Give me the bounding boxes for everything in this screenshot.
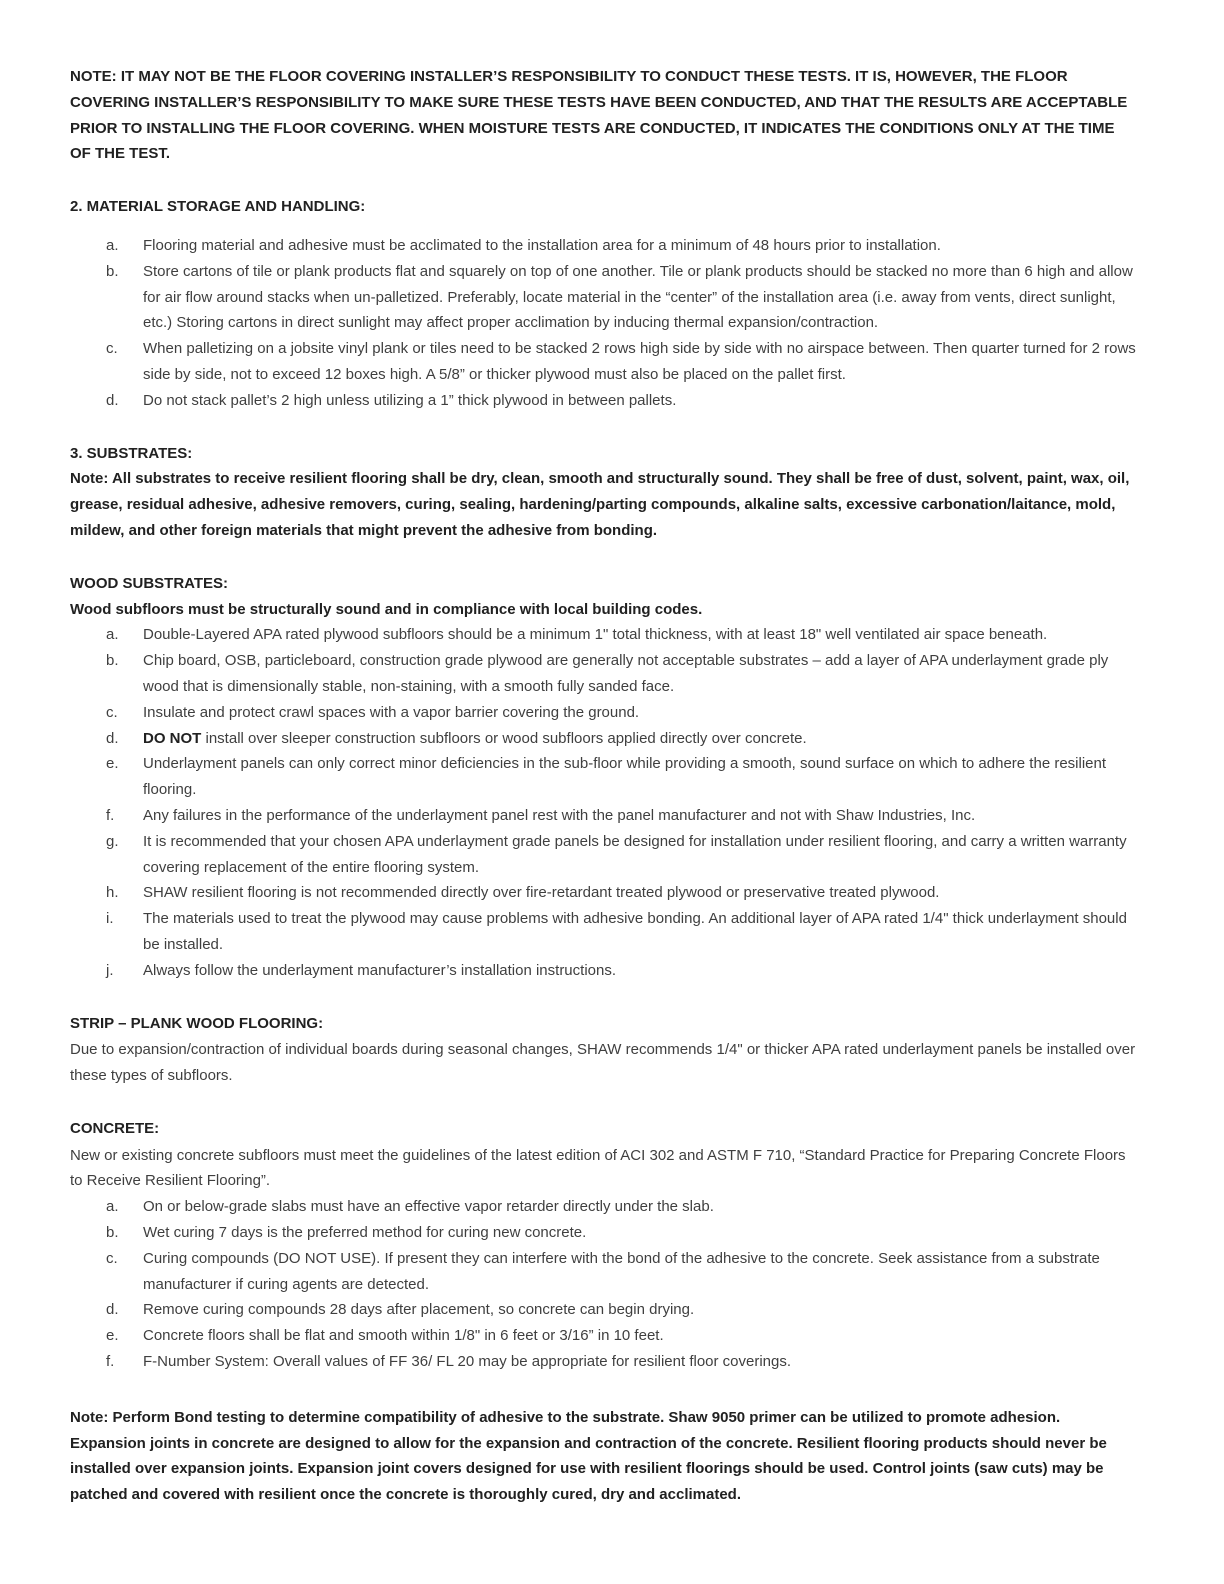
list-item-text-rest: install over sleeper construction subfloors or wood subfloors applied directly over concrete. <box>201 729 807 747</box>
list-item <box>70 1349 1138 1375</box>
list-item <box>70 1323 1138 1349</box>
list-item-text: Underlayment panels can only correct minor deficiencies in the sub-floor while providing a smooth, sound surface on which to adhere the resilient flooring. <box>143 755 1107 799</box>
list-item <box>70 1246 1138 1298</box>
list-item <box>70 700 1138 726</box>
list-item-text: It is recommended that your chosen APA underlayment grade panels be designed for installation under resilient flooring, and carry a written warranty covering replacement of the entire flooring system. <box>143 832 1127 876</box>
list-item-text: SHAW resilient flooring is not recommended directly over fire-retardant treated plywood or preservative treated plywood. <box>143 884 940 902</box>
section-heading: 2. MATERIAL STORAGE AND HANDLING: <box>70 198 366 216</box>
list-item-label: e. <box>106 755 119 773</box>
list-item-label: b. <box>106 1224 119 1242</box>
list-item <box>70 233 1138 259</box>
list-item <box>70 751 1138 803</box>
list-item-label: d. <box>106 1301 119 1319</box>
bold-emphasis-text: DO NOT <box>143 729 202 747</box>
concrete-paragraph: New or existing concrete subfloors must meet the guidelines of the latest edition of ACI 302 and ASTM F 710, “Standard Practice for Preparing Concrete Floors to Receive Resilient Flooring”. <box>70 1146 1126 1190</box>
list-item-label: g. <box>106 832 119 850</box>
strip-plank-paragraph: Due to expansion/contraction of individual boards during seasonal changes, SHAW recommends 1/4" or thicker APA rated underlayment panels be installed over these types of subfloors. <box>70 1041 1136 1085</box>
list-item-label: f. <box>106 806 115 824</box>
list-item-text: Chip board, OSB, particleboard, construction grade plywood are generally not acceptable substrates – add a layer of APA underlayment grade ply wood that is dimensionally stable, non-staining, with a smooth fully sanded face. <box>143 652 1109 695</box>
list-item <box>70 803 1138 829</box>
section-heading: CONCRETE: <box>70 1119 160 1137</box>
list-item <box>70 726 1138 752</box>
list-item <box>70 829 1138 881</box>
list-item <box>70 336 1138 388</box>
list-item <box>70 1297 1138 1323</box>
list-item-label: d. <box>106 391 119 409</box>
list-item <box>70 958 1138 984</box>
list-item <box>70 622 1138 648</box>
list-item-label: e. <box>106 1327 119 1345</box>
list-item-text: Flooring material and adhesive must be acclimated to the installation area for a minimum of 48 hours prior to installation. <box>143 236 941 254</box>
list-item-label: a. <box>106 1198 119 1216</box>
list-item-label: i. <box>106 910 114 928</box>
wood-substrates-note: Wood subfloors must be structurally sound and in compliance with local building codes. <box>70 600 703 618</box>
list-item-text: Remove curing compounds 28 days after placement, so concrete can begin drying. <box>143 1301 695 1319</box>
list-item-label: c. <box>106 1249 118 1267</box>
list-item-text: Any failures in the performance of the underlayment panel rest with the panel manufacturer and not with Shaw Industries, Inc. <box>143 806 976 824</box>
lettered-list <box>70 233 1138 414</box>
list-item-text <box>143 730 807 747</box>
list-item <box>70 259 1138 336</box>
section-heading: 3. SUBSTRATES: <box>70 444 193 462</box>
list-item <box>70 1220 1138 1246</box>
list-item-text: Insulate and protect crawl spaces with a vapor barrier covering the ground. <box>143 703 640 721</box>
section-heading: STRIP – PLANK WOOD FLOORING: <box>70 1014 324 1032</box>
bottom-note: Note: Perform Bond testing to determine compatibility of adhesive to the substrate. Shaw 9050 primer can be utilized to promote adhesion. Expansion joints in concrete are designed to allow for the expansion and contraction of the concrete. Resilient flooring products should never be installed over expansion joints. Expansion joint covers designed for use with resilient floorings should be used. Control joints (saw cuts) may be patched and covered with resilient once the concrete is thoroughly cured, dry and acclimated. <box>70 1408 1107 1504</box>
list-item-text: The materials used to treat the plywood may cause problems with adhesive bonding. An additional layer of APA rated 1/4" thick underlayment should be installed. <box>143 910 1127 953</box>
substrates-note: Note: All substrates to receive resilient flooring shall be dry, clean, smooth and structurally sound. They shall be free of dust, solvent, paint, wax, oil, grease, residual adhesive, adhesive removers, curing, sealing, hardening/parting compounds, alkaline salts, excessive carbonation/laitance, mold, mildew, and other foreign materials that might prevent the adhesive from bonding. <box>70 470 1130 539</box>
list-item-text: Do not stack pallet’s 2 high unless utilizing a 1” thick plywood in between pallets. <box>143 391 677 409</box>
list-item-label: a. <box>106 626 119 644</box>
section-heading: WOOD SUBSTRATES: <box>70 574 229 592</box>
lettered-list <box>70 622 1138 983</box>
list-item-text: Wet curing 7 days is the preferred method for curing new concrete. <box>143 1224 587 1242</box>
list-item-text: Concrete floors shall be flat and smooth within 1/8" in 6 feet or 3/16” in 10 feet. <box>143 1327 664 1345</box>
list-item-text: Always follow the underlayment manufacturer’s installation instructions. <box>143 961 617 979</box>
list-item-label: f. <box>106 1353 115 1371</box>
lettered-list <box>70 1194 1138 1375</box>
section-wood-substrates <box>70 571 1138 984</box>
list-item-text: On or below-grade slabs must have an effective vapor retarder directly under the slab. <box>143 1198 714 1216</box>
list-item-label: a. <box>106 236 119 254</box>
list-item-text: F-Number System: Overall values of FF 36/ FL 20 may be appropriate for resilient floor coverings. <box>143 1353 792 1371</box>
section-strip-plank-wood-flooring <box>70 1011 1138 1089</box>
list-item <box>70 388 1138 414</box>
section-material-storage-and-handling <box>70 194 1138 413</box>
list-item-label: h. <box>106 884 119 902</box>
list-item-label: d. <box>106 729 119 747</box>
list-item-text: Curing compounds (DO NOT USE). If present they can interfere with the bond of the adhesive to the concrete. Seek assistance from a substrate manufacturer if curing agents are detected. <box>143 1249 1100 1293</box>
list-item-label: b. <box>106 652 119 670</box>
list-item-text: Double-Layered APA rated plywood subfloors should be a minimum 1" total thickness, with at least 18" well ventilated air space beneath. <box>143 626 1048 644</box>
list-item-text: When palletizing on a jobsite vinyl plank or tiles need to be stacked 2 rows high side by side with no airspace between. Then quarter turned for 2 rows side by side, not to exceed 12 boxes high. A 5/8” or thicker plywood must also be placed on the pallet first. <box>143 340 1136 383</box>
list-item-text: Store cartons of tile or plank products flat and squarely on top of one another. Tile or plank products should be stacked no more than 6 high and allow for air flow around stacks when un-palletized. Preferably, locate material in the “center” of the installation area (i.e. away from vents, direct sunlight, etc.) Storing cartons in direct sunlight may affect proper acclimation by inducing thermal expansion/contraction. <box>143 262 1133 332</box>
list-item <box>70 1194 1138 1220</box>
section-substrates <box>70 441 1138 544</box>
top-note: NOTE: IT MAY NOT BE THE FLOOR COVERING INSTALLER’S RESPONSIBILITY TO CONDUCT THESE TESTS. IT IS, HOWEVER, THE FLOOR COVERING INSTALLER’S RESPONSIBILITY TO MAKE SURE THESE TESTS HAVE BEEN CONDUCTED, AND THAT THE RESULTS ARE ACCEPTABLE PRIOR TO INSTALLING THE FLOOR COVERING. WHEN MOISTURE TESTS ARE CONDUCTED, IT INDICATES THE CONDITIONS ONLY AT THE TIME OF THE TEST. <box>70 68 1128 163</box>
list-item-label: c. <box>106 703 118 721</box>
list-item-label: j. <box>106 961 114 979</box>
list-item <box>70 880 1138 906</box>
section-concrete <box>70 1116 1138 1375</box>
list-item <box>70 906 1138 958</box>
list-item-label: b. <box>106 262 119 280</box>
list-item-label: c. <box>106 340 118 358</box>
list-item <box>70 648 1138 700</box>
